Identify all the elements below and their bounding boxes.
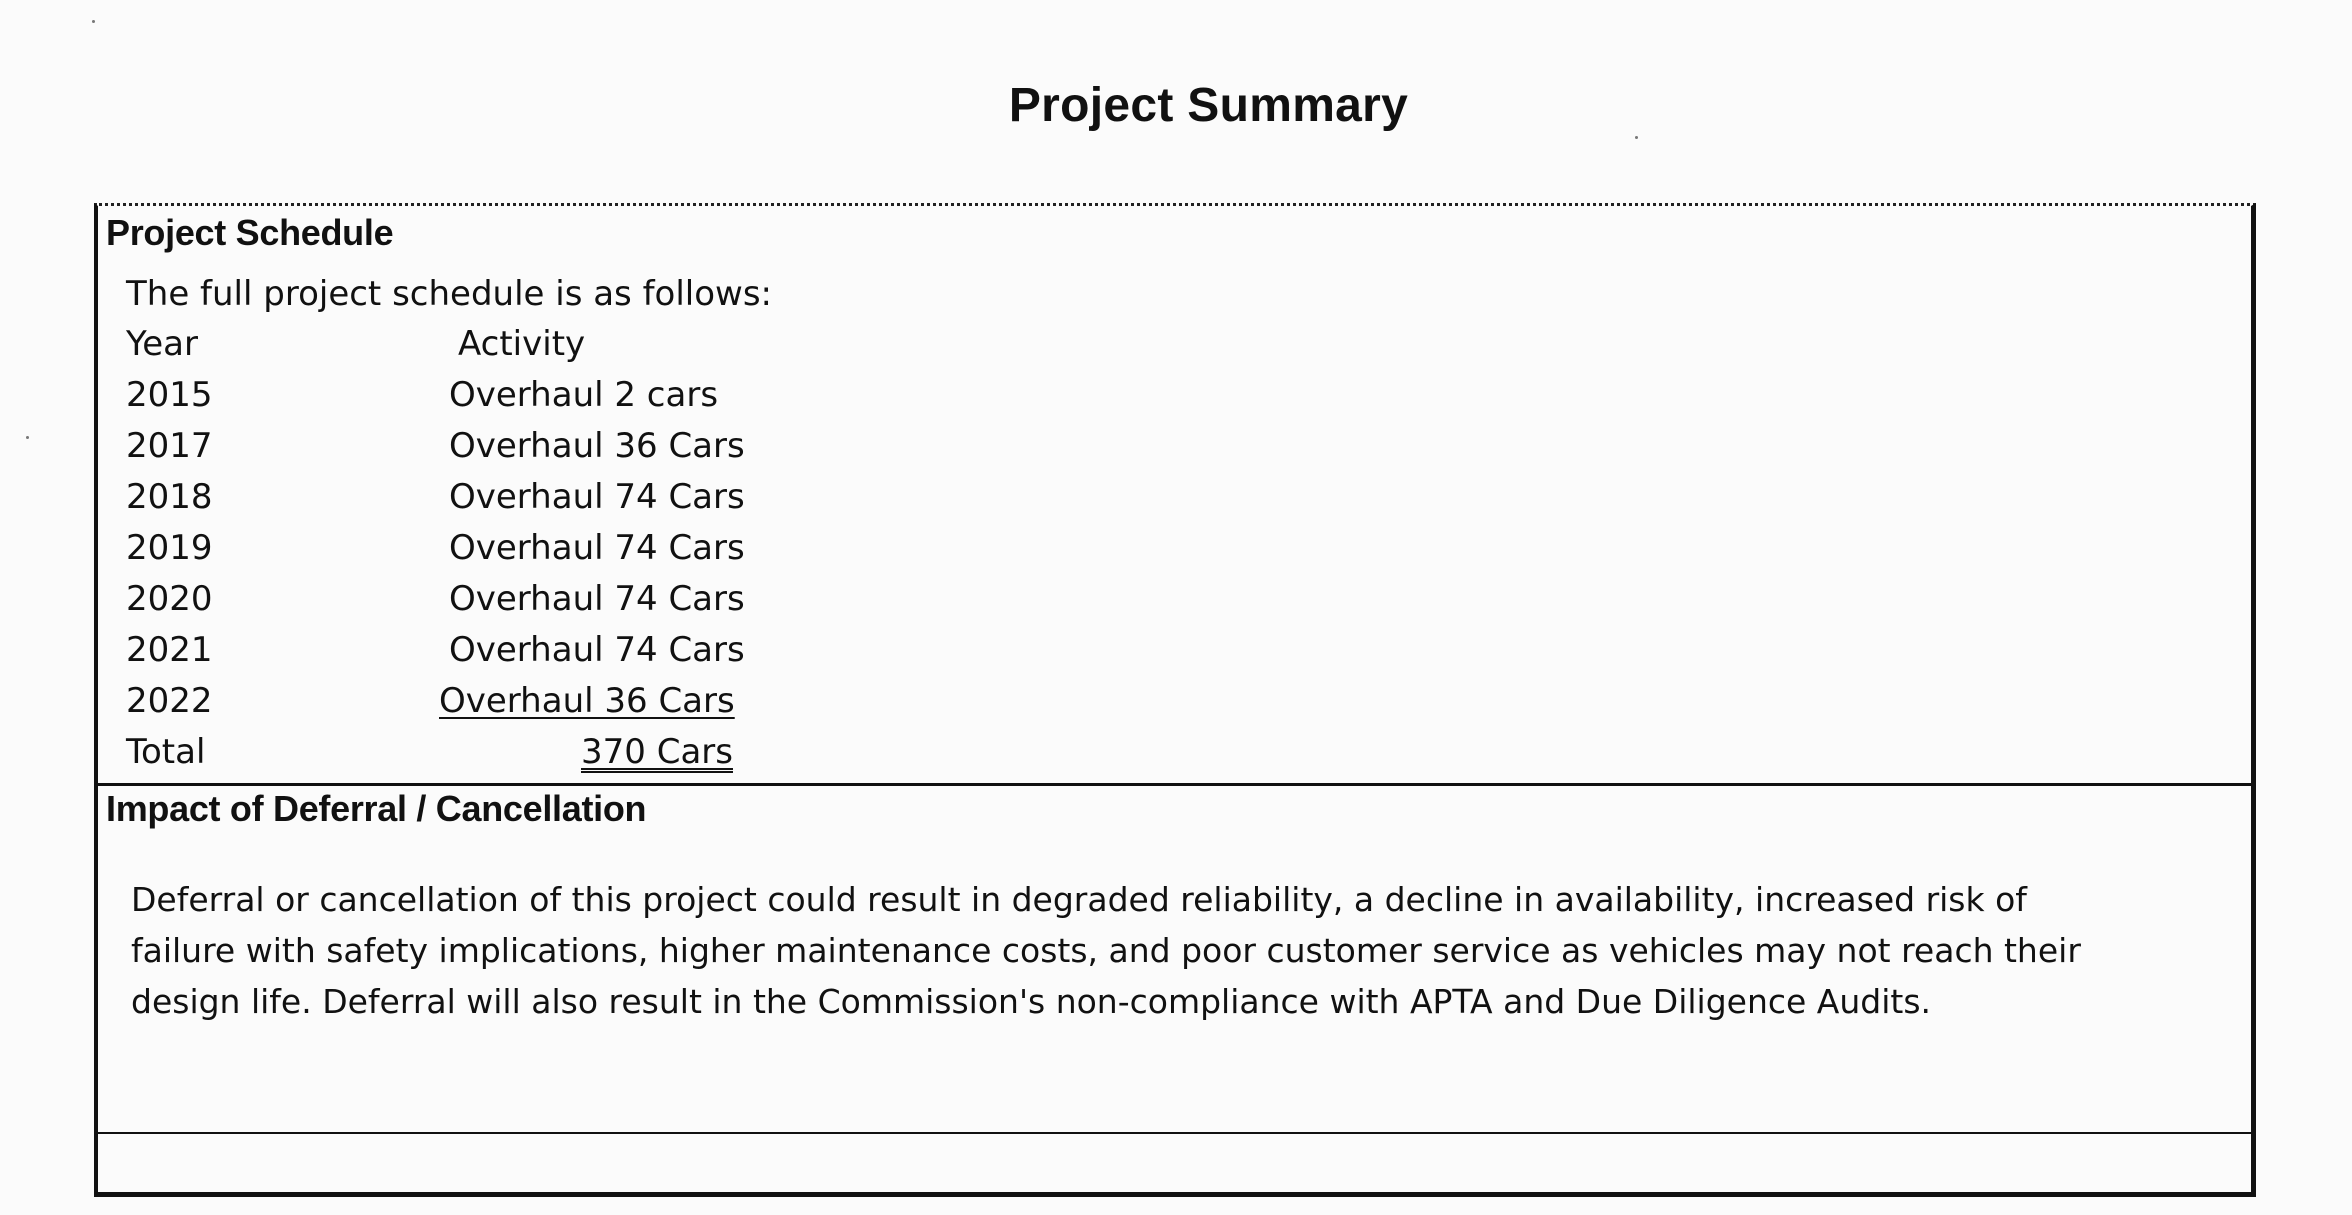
total-value: 370 Cars (581, 732, 733, 772)
schedule-year: 2017 (126, 426, 213, 466)
schedule-activity: Overhaul 2 cars (449, 375, 719, 415)
project-summary-frame (94, 203, 2256, 1197)
schedule-activity: Overhaul 36 Cars (439, 681, 735, 721)
year-column-header: Year (126, 324, 198, 364)
bottom-divider (98, 1132, 2251, 1134)
activity-column-header: Activity (458, 324, 586, 364)
schedule-year: 2019 (126, 528, 213, 568)
impact-paragraph (131, 874, 2171, 1027)
section-divider (98, 783, 2251, 786)
schedule-year: 2022 (126, 681, 213, 721)
schedule-intro: The full project schedule is as follows: (126, 274, 773, 314)
schedule-activity: Overhaul 74 Cars (449, 477, 745, 517)
schedule-year: 2018 (126, 477, 213, 517)
impact-heading: Impact of Deferral / Cancellation (106, 788, 647, 829)
total-label: Total (126, 732, 206, 772)
impact-line: failure with safety implications, higher maintenance costs, and poor customer service as vehicles may not reach their (131, 931, 2081, 970)
schedule-activity: Overhaul 74 Cars (449, 630, 745, 670)
scan-speck (1635, 136, 1638, 139)
schedule-year: 2015 (126, 375, 213, 415)
scan-speck (26, 436, 29, 439)
page-title: Project Summary (1008, 79, 1409, 132)
impact-line: design life. Deferral will also result in the Commission's non-compliance with APTA and Due Diligence Audits. (131, 982, 1932, 1021)
schedule-activity: Overhaul 74 Cars (449, 528, 745, 568)
schedule-heading: Project Schedule (106, 212, 394, 253)
scan-speck (92, 20, 95, 23)
schedule-year: 2020 (126, 579, 213, 619)
schedule-activity: Overhaul 74 Cars (449, 579, 745, 619)
schedule-year: 2021 (126, 630, 213, 670)
impact-line: Deferral or cancellation of this project could result in degraded reliability, a decline in availability, increased risk of (131, 880, 2027, 919)
schedule-activity: Overhaul 36 Cars (449, 426, 745, 466)
